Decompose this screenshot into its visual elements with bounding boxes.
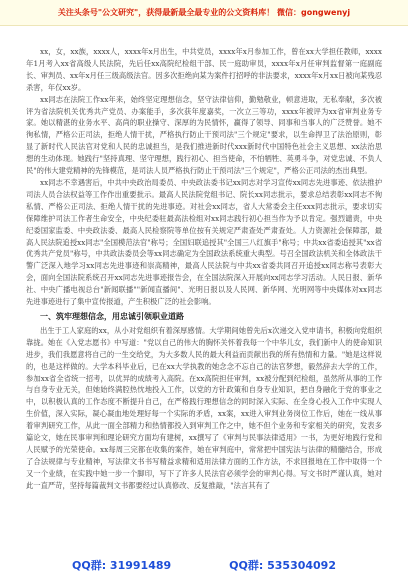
promo-header [0,0,408,26]
qq-group-b: QQ群: 535304092 [229,559,336,572]
paragraph-bio: xx，女，xx族，xxxx人，xxxx年x月出生，中共党员，xxxx年x月参加工作，曾在xx大学担任教师，xxxx年1月考入xx省高级人民法院，先后任xx高院纪检组干部、民一庭助审员，xxxx年x月任审判监督第一庭副庭长、审判员、xx年x月任三级高级法官。因多次拒绝向某为案件打招呼的非法要求，xxxx年x月xx日被向某残忍杀害，年仅xx岁。 [26,47,382,92]
qq-group-a: QQ群: 31991489 [72,559,172,572]
paragraph-career: xx同志在法院工作xx年来，始终坚定理想信念，坚守法律信仰，勤勉敬业，顿意进取，无私奉献，多次被评为省法院机关优秀共产党员、办案能手，多次获年度嘉奖，一次立三等功，xxxx年被评为xx省审判业务专家。她以精湛的业务水平、高尚的职业操守、深厚的为民情怀，赢得了领导、同事和当事人的广泛赞誉。她不徇私情，严格公正司法，拒绝人情干扰，严格执行防止干预司法"三个规定"要求，以生命捍卫了法治原则，彰显了新时代人民法官对党和人民的忠诚担当，是我们推进新时代xxx新时代中国特色社会主义思想、xx法治思想的生动体现。她践行"坚持真理、坚守理想，践行初心、担当使命，不怕牺牲、英勇斗争，对党忠诚、不负人民"的伟大建党精神的先锋模范，是司法人员严格执行防止干预司法"三个规定"，严格公正司法的杰出典型。 [26,94,382,176]
document-body [26,46,382,492]
footer-contact-bar [0,550,408,580]
paragraph-honors: xx同志不幸遇害后，中共中央政治局委员、中央政法委书记xx同志对学习宣传xx同志先进事迹、依法推护司法人员合法权益等工作作出重要批示。最高人民法院党组书记、院长xx同志批示，要求总结表彰xx同志不徇私情、严格公正司法、拒绝人情干扰的先进事迹。对社会xx同志，省人大常委会主任xxx同志批示，要求切实保障维护司法工作者生命安全，中央纪委驻最高法检组对xx同志践行初心担当作为予以肯定。强烈谴责，中央纪委国家监委、中央政法委、最高人民检察院等单位按有关规定严肃查处严肃查处。人力资源社会保障部，最高人民法院追授xx同志"全国模范法官"称号；全国妇联追授其"全国三八红旗手"称号；中共xx省委追授其"xx省优秀共产党员"称号，中共政法委员会等xx同志确定为全国政法系统重大典型。号召全国政法机关和全体政法干警广泛深入地学习xx同志先进事迹和崇高精神，最高人民法院与中共xx省委共同召开追授xx同志称号表彰大会，面向全国法院系统召开xx同志先进事迹报告会，在全国法院深入开展向xx同志学习活动。人民日报、新华社、中央广播电视总台"新闻联播""新闻直播间"、光明日报以及人民网、新华网、光明网等中央媒体对xx同志先进事迹进行了集中宣传报道，产生积极广泛的社会影响。 [26,177,382,307]
paragraph-ideals: 出生于工人家庭的xx，从小对党组织有着深厚感情。大学期间她曾先后x次递交入党申请书，积极向党组织靠拢。她在《入党志愿书》中写道："党以自己的伟大的胸怀关怀着我每一个中华儿女，我们新中人的使命知识进步，我们我愿意将自己的一生交给党，为大多数人民的最大利益而贡献出我的所有热情和力量。"她是这样说的，也是这样做的。大学本科毕业后，已在xx大学执教的她念念不忘自己的法官梦想，毅然辞去大学的工作，参加xx省全省统一招考，以优异的成绩考入高院。在xx高院担任审判，xx被分配到纪检组，虽然所从事的工作与自身专业无关，但她始终满腔热忱地投入工作，以党的方针政策和自身专业知识，把自身融化于党的事业之中，以积极认真的工作态度不断提升自己，在严格践行理想信念的同时深入实际、在全身心投入工作中实现人生价值，深入实际，凝心凝血地处理好每一个实际的矛盾，xx案，xx进入审判业务岗位工作后，她在一线从事着审判研究工作，从此一面全部精力和热情都投入到审判工作之中，她不但个业务和专家相关的研究，发表多篇论文，她在民事审判和理论研究方面均有建树，xx撰写了《审判与民事法律适用》一书，为更好地践行党和人民赋予的光荣使命。xx每周三完都在收集的案件，她在审判庭中，常常把中国宪法与法律的精髓结合，形成了合法规律与专业精神，写法律文书书写精益求精和适用法律方面的工作方法，不求回报地在工作中取得一个又一个业绩，在实践中她一步一个脚印，写下了许多人民法官必须学会的审判心得。写文书时严谨认真，她对此一直严苛，坚持每篇裁判文书都要经过认真修改、反复推敲，"法言其有了 [26,325,382,490]
promo-notice: 关注头条号"公文研究"，获得最新最全最专业的公文资料库！ 微信：gongwenyj [57,8,351,17]
section-heading: 一、筑牢理想信念，用忠诚引领职业道路 [40,311,184,321]
